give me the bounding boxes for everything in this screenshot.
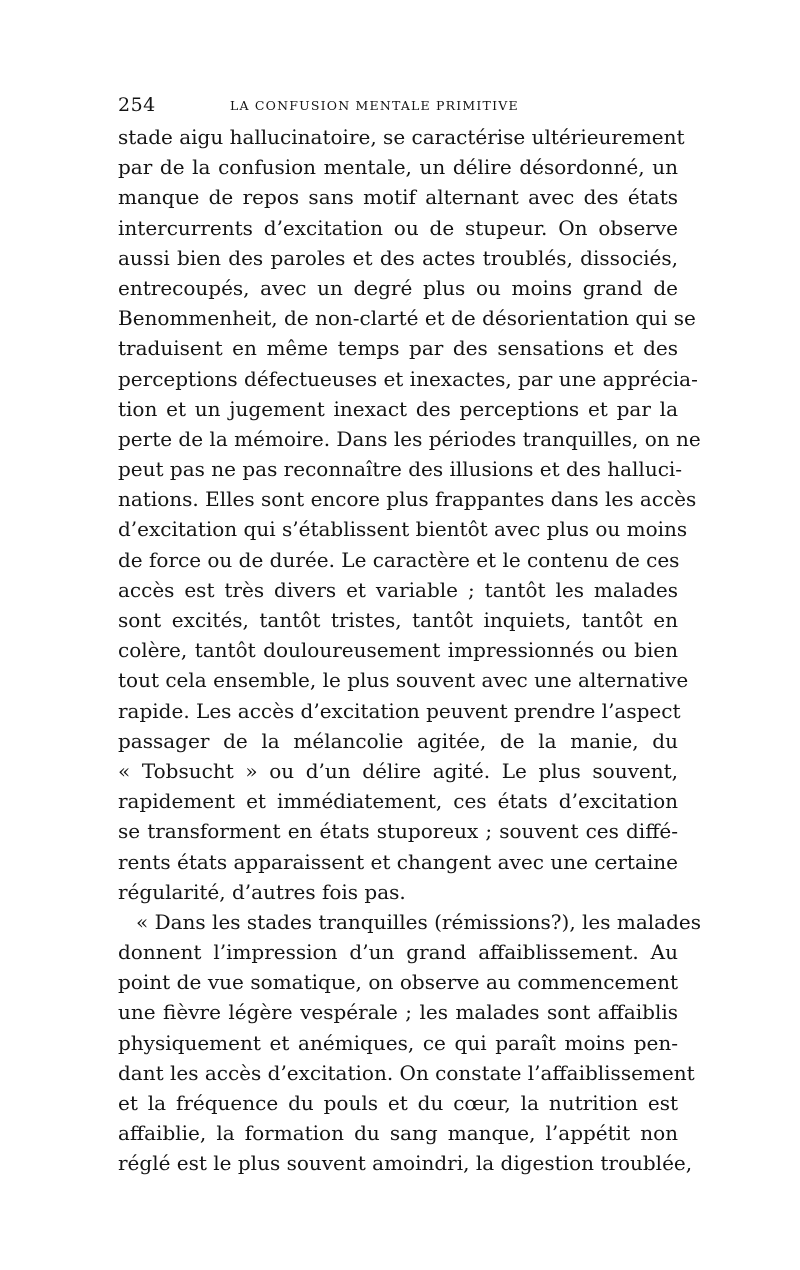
text-line: par de la confusion mentale, un délire désordonné, un	[118, 155, 678, 180]
body-text	[118, 122, 701, 1179]
text-line: régularité, d’autres fois pas.	[118, 879, 406, 904]
text-line: point de vue somatique, on observe au commencement	[118, 970, 678, 995]
text-line: rents états apparaissent et changent avec une certaine	[118, 849, 678, 874]
text-line: peut pas ne pas reconnaître des illusions et des halluci-	[118, 457, 683, 482]
text-line: physiquement et anémiques, ce qui paraît moins pen-	[118, 1030, 678, 1055]
text-line: traduisent en même temps par des sensations et des	[118, 336, 678, 361]
text-line: une fièvre légère vespérale ; les malades sont affaiblis	[118, 1000, 678, 1025]
text-line: « Tobsucht » ou d’un délire agité. Le plus souvent,	[118, 758, 678, 783]
running-title: LA CONFUSION MENTALE PRIMITIVE	[230, 98, 519, 113]
text-line: accès est très divers et variable ; tantôt les malades	[118, 577, 678, 602]
text-line: d’excitation qui s’établissent bientôt avec plus ou moins	[118, 517, 688, 542]
text-line: dant les accès d’excitation. On constate l’affaiblissement	[118, 1060, 695, 1085]
text-line: colère, tantôt douloureusement impressionnés ou bien	[118, 638, 678, 663]
text-line: et la fréquence du pouls et du cœur, la nutrition est	[118, 1091, 678, 1115]
running-head	[118, 94, 678, 120]
page-number: 254	[118, 94, 156, 116]
text-line: sont excités, tantôt tristes, tantôt inquiets, tantôt en	[118, 608, 678, 632]
text-line: tout cela ensemble, le plus souvent avec une alternative	[118, 668, 689, 693]
text-line: tion et un jugement inexact des perceptions et par la	[118, 396, 678, 421]
text-line: nations. Elles sont encore plus frappantes dans les accès	[118, 487, 697, 512]
text-line: Benommenheit, de non-clarté et de désorientation qui se	[118, 306, 696, 331]
text-line: de force ou de durée. Le caractère et le contenu de ces	[118, 547, 680, 572]
text-line: « Dans les stades tranquilles (rémissions?), les malades	[136, 909, 701, 934]
text-line: perte de la mémoire. Dans les périodes tranquilles, on ne	[118, 426, 701, 451]
text-line: rapide. Les accès d’excitation peuvent prendre l’aspect	[118, 698, 681, 723]
text-line: donnent l’impression d’un grand affaiblissement. Au	[118, 940, 678, 965]
text-line: passager de la mélancolie agitée, de la manie, du	[118, 728, 678, 753]
text-line: perceptions défectueuses et inexactes, par une apprécia-	[118, 366, 698, 391]
text-line: entrecoupés, avec un degré plus ou moins grand de	[118, 275, 678, 300]
text-line: manque de repos sans motif alternant avec des états	[118, 185, 678, 210]
text-line: affaiblie, la formation du sang manque, l’appétit non	[118, 1121, 678, 1146]
text-line: aussi bien des paroles et des actes troublés, dissociés,	[118, 245, 678, 270]
text-line: intercurrents d’excitation ou de stupeur. On observe	[118, 215, 678, 240]
text-line: rapidement et immédiatement, ces états d’excitation	[118, 789, 678, 814]
text-line: stade aigu hallucinatoire, se caractérise ultérieurement	[118, 125, 685, 149]
text-line: réglé est le plus souvent amoindri, la digestion troublée,	[118, 1151, 693, 1176]
text-line: se transforment en états stuporeux ; souvent ces diffé-	[118, 819, 678, 844]
